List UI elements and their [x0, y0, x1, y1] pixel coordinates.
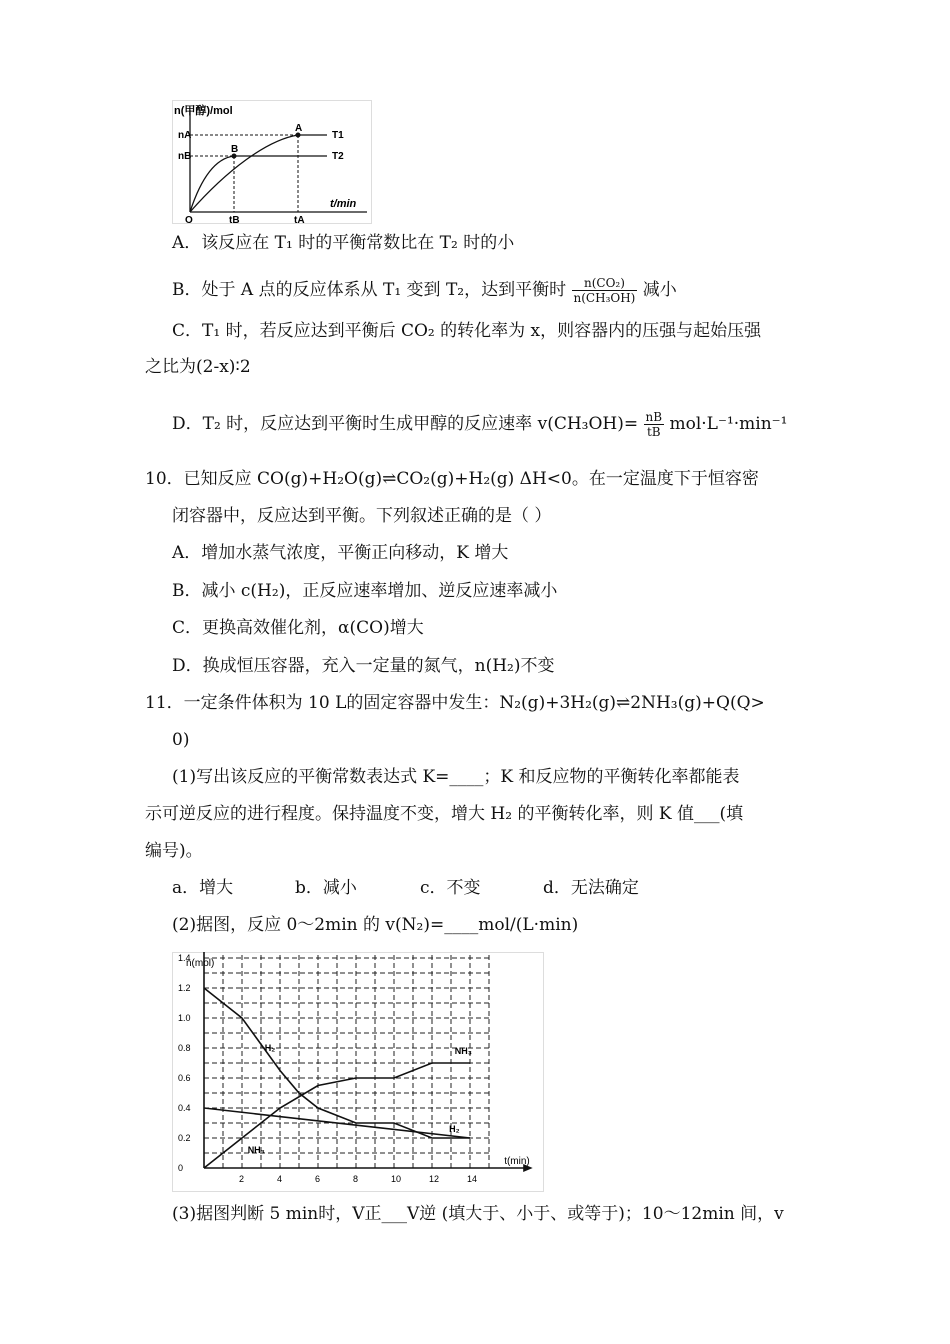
x-tick-label: 8 — [353, 1174, 359, 1184]
figure-methanol-time — [172, 100, 372, 224]
x-tick-label: 4 — [277, 1174, 283, 1184]
x-axis-label: t/min — [330, 198, 357, 210]
tick-tA: tA — [294, 215, 305, 224]
q9-option-d-unit: mol·L⁻¹·min⁻¹ — [669, 414, 788, 434]
curve-label: NH₃ — [454, 1046, 472, 1056]
y-tick-label: 0.4 — [178, 1103, 191, 1113]
q10-option-b: B．减小 c(H₂)，正反应速率增加、逆反应速率减小 — [172, 581, 558, 601]
label-B: B — [231, 144, 239, 155]
curve-T1 — [190, 135, 327, 212]
q9-option-b-text: B．处于 A 点的反应体系从 T₁ 变到 T₂，达到平衡时 — [172, 280, 567, 300]
q9-option-b — [172, 276, 677, 305]
q11-part3: (3)据图判断 5 min时，V正___V逆 (填大于、小于、或等于)；10～12min 间，v — [172, 1204, 784, 1224]
q9-option-c-line1: C．T₁ 时，若反应达到平衡后 CO₂ 的转化率为 x，则容器内的压强与起始压强 — [172, 321, 762, 341]
amount-chart-svg — [172, 952, 544, 1192]
q9-option-b-tail: 减小 — [642, 280, 677, 300]
x-tick-label: 2 — [239, 1174, 245, 1184]
y-tick-label: 0 — [178, 1163, 184, 1173]
y-tick-label: 1.4 — [178, 953, 191, 963]
q9-option-d — [172, 410, 787, 439]
q11-part1-line1: (1)写出该反应的平衡常数表达式 K=____；K 和反应物的平衡转化率都能表 — [172, 767, 740, 787]
q11-stem-line1: 11．一定条件体积为 10 L的固定容器中发生：N₂(g)+3H₂(g)⇌2NH₃(g)+Q(Q> — [145, 693, 765, 713]
x-axis-label: t(min) — [504, 1156, 530, 1167]
label-A: A — [295, 123, 303, 134]
methanol-chart-svg — [172, 100, 372, 224]
curve-label: H₂ — [449, 1124, 460, 1134]
figure-amount-time — [172, 952, 544, 1192]
fraction-numerator: nB — [645, 410, 663, 424]
tick-tB: tB — [229, 215, 240, 224]
q11-part2: (2)据图，反应 0～2min 的 v(N₂)=____mol/(L·min) — [172, 915, 579, 935]
q9-option-d-fraction — [644, 410, 665, 439]
q10-stem-line2: 闭容器中，反应达到平衡。下列叙述正确的是（ ） — [172, 506, 552, 526]
x-tick-label: 14 — [467, 1174, 478, 1184]
fraction-denominator: tB — [646, 425, 661, 439]
x-tick-label: 6 — [315, 1174, 321, 1184]
curve-T2 — [190, 156, 327, 212]
fraction-denominator: n(CH₃OH) — [573, 291, 636, 305]
q10-stem-line1: 10．已知反应 CO(g)+H₂O(g)⇌CO₂(g)+H₂(g) ΔH<0。在一定温度下于恒容密 — [145, 469, 759, 489]
tick-origin: O — [185, 215, 193, 224]
tick-nB: nB — [178, 151, 192, 162]
x-tick-label: 12 — [429, 1174, 440, 1184]
q11-part1-line2: 示可逆反应的进行程度。保持温度不变，增大 H₂ 的平衡转化率，则 K 值___(填 — [145, 804, 744, 824]
curve-label: H₂ — [264, 1043, 276, 1053]
fraction-numerator: n(CO₂) — [572, 276, 638, 291]
q9-option-b-fraction — [572, 276, 638, 305]
q10-option-a: A．增加水蒸气浓度，平衡正向移动，K 增大 — [172, 543, 509, 563]
q10-option-d: D．换成恒压容器，充入一定量的氮气，n(H₂)不变 — [172, 656, 555, 676]
q9-option-d-text: D．T₂ 时，反应达到平衡时生成甲醇的反应速率 v(CH₃OH)= — [172, 414, 639, 434]
y-axis-label: n(甲醇)/mol — [174, 105, 233, 117]
y-tick-label: 0.8 — [178, 1043, 191, 1053]
q9-option-a: A．该反应在 T₁ 时的平衡常数比在 T₂ 时的小 — [172, 233, 515, 253]
y-tick-label: 0.6 — [178, 1073, 191, 1083]
label-T2: T2 — [332, 151, 344, 162]
label-T1: T1 — [332, 130, 344, 141]
y-tick-label: 1.2 — [178, 983, 191, 993]
curve-label: NH₃ — [247, 1145, 265, 1155]
y-axis-label: n(mol) — [186, 958, 215, 969]
q11-choice-b: b．减小 — [295, 878, 357, 898]
q11-stem-line2: 0) — [172, 730, 190, 750]
x-tick-label: 10 — [391, 1174, 402, 1184]
y-tick-label: 1.0 — [178, 1013, 191, 1023]
y-tick-label: 0.2 — [178, 1133, 191, 1143]
q11-choice-c: c．不变 — [420, 878, 481, 898]
tick-nA: nA — [178, 130, 192, 141]
q10-option-c: C．更换高效催化剂，α(CO)增大 — [172, 618, 424, 638]
q11-choice-a: a．增大 — [172, 878, 234, 898]
q11-choice-d: d．无法确定 — [543, 878, 639, 898]
q9-option-c-line2: 之比为(2-x)∶2 — [145, 357, 251, 377]
q11-part1-line3: 编号)。 — [145, 841, 203, 861]
